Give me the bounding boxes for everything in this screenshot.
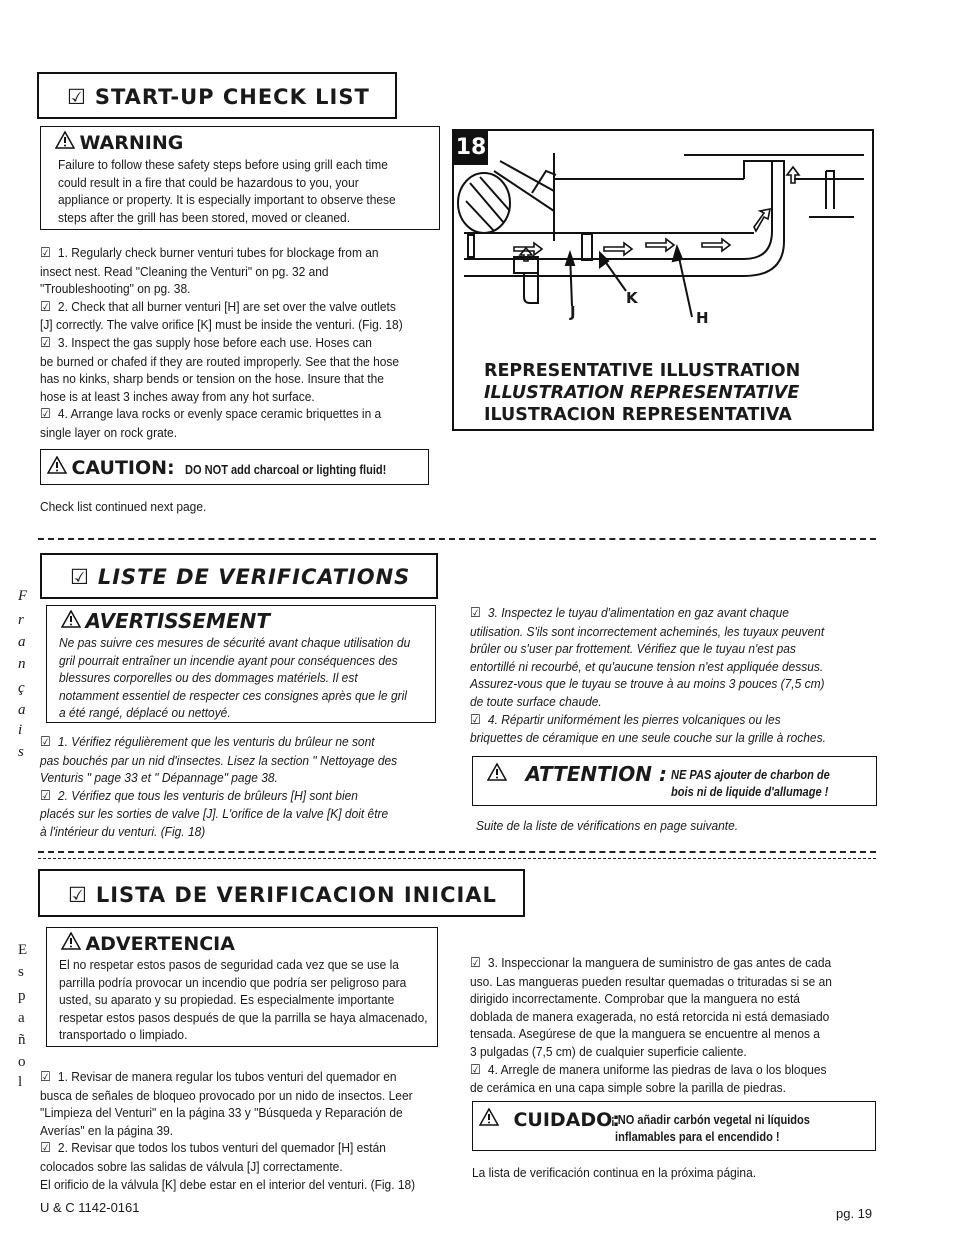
spanish-step-line: El orificio de la válvula [K] debe estar en el interior del venturi. (Fig. 18) <box>40 1176 416 1192</box>
checked-box-icon: ☑ <box>40 246 51 261</box>
spanish-step-line: uso. Las mangueras pueden resultar quemadas o trituradas si se an <box>470 973 832 989</box>
english-step-line: 4. Arrange lava rocks or evenly space ceramic briquettes in a <box>57 406 382 422</box>
spanish-warning-box <box>46 927 438 1047</box>
spanish-side-letter: s <box>18 964 24 980</box>
spanish-steps-left <box>40 1068 436 1193</box>
french-step-line: Venturis " page 33 et " Dépannage" page 38. <box>40 770 278 786</box>
english-warning-line: steps after the grill has been stored, moved or cleaned. <box>58 209 351 225</box>
warning-triangle-icon <box>55 131 75 149</box>
spanish-step-line: doblada de manera exagerada, no está retorcida ni está demasiado <box>470 1008 830 1024</box>
french-step-line: briquettes de céramique en une seule couche sur la grille à roches. <box>470 730 826 746</box>
french-step-line: utilisation. S'ils sont incorrectement acheminés, les tuyaux peuvent <box>470 623 825 639</box>
spanish-cuidado-heading: CUIDADO: <box>513 1109 620 1131</box>
warning-triangle-icon <box>61 932 81 950</box>
spanish-warning-line: parrilla podría provocar un incendio que podría ser peligroso para <box>59 974 407 990</box>
french-title-text: LISTE DE VERIFICATIONS <box>97 565 411 589</box>
spanish-step-line: "Limpieza del Venturi" en la página 33 y "Búsqueda y Reparación de <box>40 1105 403 1121</box>
spanish-step-line: 4. Arregle de manera uniforme las piedras de lava o los bloques <box>487 1061 827 1077</box>
french-warning-line: Ne pas suivre ces mesures de sécurité avant chaque utilisation du <box>59 635 411 650</box>
spanish-continued: La lista de verificación continua en la próxima página. <box>472 1165 757 1180</box>
spanish-step-line: 2. Revisar que todos los tubos venturi del quemador [H] están <box>57 1140 386 1156</box>
caption-french: ILLUSTRATION REPRESENTATIVE <box>484 383 800 403</box>
spanish-warning-text <box>59 956 446 1044</box>
french-step-line: 1. Vérifiez régulièrement que les venturis du brûleur ne sont <box>57 734 375 749</box>
french-title-box <box>40 553 438 599</box>
french-side-letter: ç <box>18 680 25 696</box>
english-step-line: "Troubleshooting" on pg. 38. <box>40 281 191 297</box>
english-caution-box <box>40 449 429 485</box>
french-step-line: 3. Inspectez le tuyau d'alimentation en gaz avant chaque <box>487 605 789 620</box>
french-continued: Suite de la liste de vérifications en page suivante. <box>476 818 739 833</box>
spanish-step-line: Averías" en la página 39. <box>40 1122 174 1138</box>
page-number: pg. 19 <box>836 1206 873 1221</box>
french-warning-box <box>46 605 436 723</box>
spanish-title-box <box>38 869 525 917</box>
spanish-cuidado-line2: inflamables para el encendido ! <box>615 1129 780 1144</box>
english-caution-text: DO NOT add charcoal or lighting fluid! <box>185 462 387 477</box>
english-step-line: 1. Regularly check burner venturi tubes for blockage from an <box>57 245 379 260</box>
checked-box-icon: ☑ <box>70 565 90 589</box>
spanish-warning-line: transportado o limpiado. <box>59 1027 188 1043</box>
english-step-line: 3. Inspect the gas supply hose before each use. Hoses can <box>57 334 372 350</box>
section-divider <box>38 538 876 540</box>
checked-box-icon: ☑ <box>67 85 87 109</box>
warning-triangle-icon <box>479 1108 499 1126</box>
french-step-line: 2. Vérifiez que tous les venturis de brûleurs [H] sont bien <box>57 787 358 803</box>
spanish-warning-heading-row <box>61 932 235 955</box>
french-title <box>70 565 410 589</box>
checked-box-icon: ☑ <box>40 299 51 315</box>
english-caution-row <box>47 456 422 479</box>
english-title-text: START-UP CHECK LIST <box>94 85 370 109</box>
english-title-box <box>37 72 397 119</box>
spanish-side-letter: a <box>18 1010 25 1026</box>
french-side-letter: n <box>18 656 26 672</box>
checked-box-icon: ☑ <box>470 712 481 728</box>
checked-box-icon: ☑ <box>40 1070 51 1085</box>
checked-box-icon: ☑ <box>40 788 51 804</box>
french-step-line: à l'intérieur du venturi. (Fig. 18) <box>40 823 206 839</box>
english-step-line: single layer on rock grate. <box>40 424 178 440</box>
spanish-side-letter: ñ <box>18 1032 26 1048</box>
spanish-step-line: tensada. Asegúrese de que la manguera se encuentre al menos a <box>470 1026 820 1042</box>
spanish-step-line: de cerámica en una capa simple sobre la parilla de piedras. <box>470 1080 786 1096</box>
french-attention-box <box>472 756 877 806</box>
french-attention-heading-row <box>487 762 667 786</box>
spanish-step-line: 1. Revisar de manera regular los tubos venturi del quemador en <box>57 1069 397 1084</box>
french-step-line: placés sur les sorties de valve [J]. L'orifice de la valve [K] doit être <box>40 806 389 822</box>
spanish-warning-line: respetar estos pasos después de que la parrilla se haya almacenado, <box>59 1009 428 1025</box>
french-warning-line: notamment essentiel de respecter ces consignes après que le gril <box>59 687 407 703</box>
french-step-line: de toute surface chaude. <box>470 693 602 709</box>
spanish-side-letter: o <box>18 1054 26 1070</box>
checked-box-icon: ☑ <box>40 335 51 351</box>
spanish-steps-right <box>470 954 875 1097</box>
french-side-letter: s <box>18 744 24 760</box>
spanish-cuidado-line1: ¡ NO añadir carbón vegetal ni líquidos <box>611 1112 810 1127</box>
doc-code: U & C 1142-0161 <box>40 1200 140 1215</box>
spanish-side-letter: l <box>18 1074 23 1090</box>
checked-box-icon: ☑ <box>470 956 481 971</box>
checked-box-icon: ☑ <box>470 606 481 621</box>
spanish-side-letter: E <box>18 942 28 958</box>
warning-triangle-icon <box>47 456 67 474</box>
caption-english: REPRESENTATIVE ILLUSTRATION <box>484 361 801 381</box>
checked-box-icon: ☑ <box>40 735 51 750</box>
english-step-line: 2. Check that all burner venturi [H] are set over the valve outlets <box>57 298 396 314</box>
spanish-side-letter: p <box>18 988 26 1004</box>
spanish-step-line: colocados sobre las salidas de válvula [J] correctamente. <box>40 1158 343 1174</box>
spanish-cuidado-heading-row <box>479 1108 620 1131</box>
french-step-line: entortillé ni recourbé, et qu'aucune tension n'est appliquée dessus. <box>470 658 824 674</box>
french-warning-text <box>59 634 446 722</box>
english-warning-line: could result in a fire that could be hazardous to you, your <box>58 174 359 190</box>
english-warning-line: Failure to follow these safety steps before using grill each time <box>58 157 388 172</box>
warning-triangle-icon <box>61 610 81 628</box>
checked-box-icon: ☑ <box>470 1062 481 1078</box>
spanish-step-line: busca de señales de bloqueo provocado por un nido de insectos. Leer <box>40 1087 413 1103</box>
english-step-line: hose is at least 3 inches away from any hot surface. <box>40 388 315 404</box>
french-attention-line1: NE PAS ajouter de charbon de <box>671 767 830 782</box>
french-warning-line: blessures corporelles ou des dommages matériels. Il est <box>59 670 358 686</box>
english-step-line: has no kinks, sharp bends or tension on the hose. Insure that the <box>40 371 384 387</box>
section-divider <box>38 851 876 853</box>
spanish-title-text: LISTA DE VERIFICACION INICIAL <box>95 883 497 907</box>
french-steps-right <box>470 604 866 747</box>
figure-18-box <box>452 129 874 431</box>
english-step-line: be burned or chafed if they are routed improperly. See that the hose <box>40 353 400 369</box>
french-attention-line2: bois ni de liquide d'allumage ! <box>671 784 829 799</box>
french-steps-left <box>40 733 436 841</box>
checked-box-icon: ☑ <box>40 1141 51 1157</box>
spanish-warning-line: El no respetar estos pasos de seguridad cada vez que se use la <box>59 957 399 972</box>
french-warning-line: a été rangé, déplacé ou nettoyé. <box>59 705 231 721</box>
label-h: H <box>696 309 709 327</box>
checked-box-icon: ☑ <box>68 883 88 907</box>
french-warning-heading: AVERTISSEMENT <box>85 609 271 633</box>
french-side-letter: a <box>18 702 26 718</box>
french-warning-heading-row <box>61 609 270 633</box>
english-steps <box>40 244 454 442</box>
label-k: K <box>626 289 638 307</box>
english-title <box>67 85 370 109</box>
spanish-warning-line: usted, su aparato y su propiedad. Es especialmente importante <box>59 992 395 1008</box>
french-step-line: pas bouchés par un nid d'insectes. Lisez la section " Nettoyage des <box>40 752 398 768</box>
burner-venturi-illustration <box>454 131 872 331</box>
spanish-warning-heading: ADVERTENCIA <box>85 933 235 955</box>
french-step-line: brûler ou s'user par frottement. Vérifiez que le tuyau n'est pas <box>470 641 796 657</box>
french-side-letter: a <box>18 634 26 650</box>
english-warning-text <box>58 156 454 226</box>
english-warning-heading-row <box>55 131 183 154</box>
english-continued: Check list continued next page. <box>40 499 207 514</box>
english-step-line: [J] correctly. The valve orifice [K] must be inside the venturi. (Fig. 18) <box>40 317 403 333</box>
french-attention-heading: ATTENTION : <box>525 762 667 786</box>
spanish-step-line: dirigido incorrectamente. Comprobar que la manguera no está <box>470 991 800 1007</box>
french-step-line: Assurez-vous que le tuyau se trouve à au moins 3 pouces (7,5 cm) <box>470 676 825 692</box>
french-step-line: 4. Répartir uniformément les pierres volcaniques ou les <box>487 711 781 727</box>
french-warning-line: gril pourrait entraîner un incendie ayant pour conséquences des <box>59 652 398 668</box>
french-side-letter: F <box>18 588 28 604</box>
english-warning-line: appliance or property. It is especially important to observe these <box>58 192 396 208</box>
french-side-letter: r <box>18 612 24 628</box>
caption-spanish: ILUSTRACION REPRESENTATIVA <box>484 405 792 425</box>
spanish-step-line: 3 pulgadas (7,5 cm) de cualquier superficie caliente. <box>470 1043 747 1059</box>
french-side-letter: i <box>18 722 23 738</box>
english-warning-heading: WARNING <box>79 132 184 154</box>
warning-triangle-icon <box>487 763 507 781</box>
checked-box-icon: ☑ <box>40 407 51 423</box>
english-step-line: insect nest. Read "Cleaning the Venturi" on pg. 32 and <box>40 263 329 279</box>
spanish-step-line: 3. Inspeccionar la manguera de suministro de gas antes de cada <box>487 955 832 970</box>
section-divider <box>38 858 876 859</box>
figure-number: 18 <box>454 131 488 165</box>
label-j: J <box>570 303 576 321</box>
spanish-title <box>68 883 497 907</box>
english-caution-heading: CAUTION: <box>71 457 175 479</box>
english-warning-box <box>40 126 440 230</box>
spanish-cuidado-box <box>472 1101 876 1151</box>
